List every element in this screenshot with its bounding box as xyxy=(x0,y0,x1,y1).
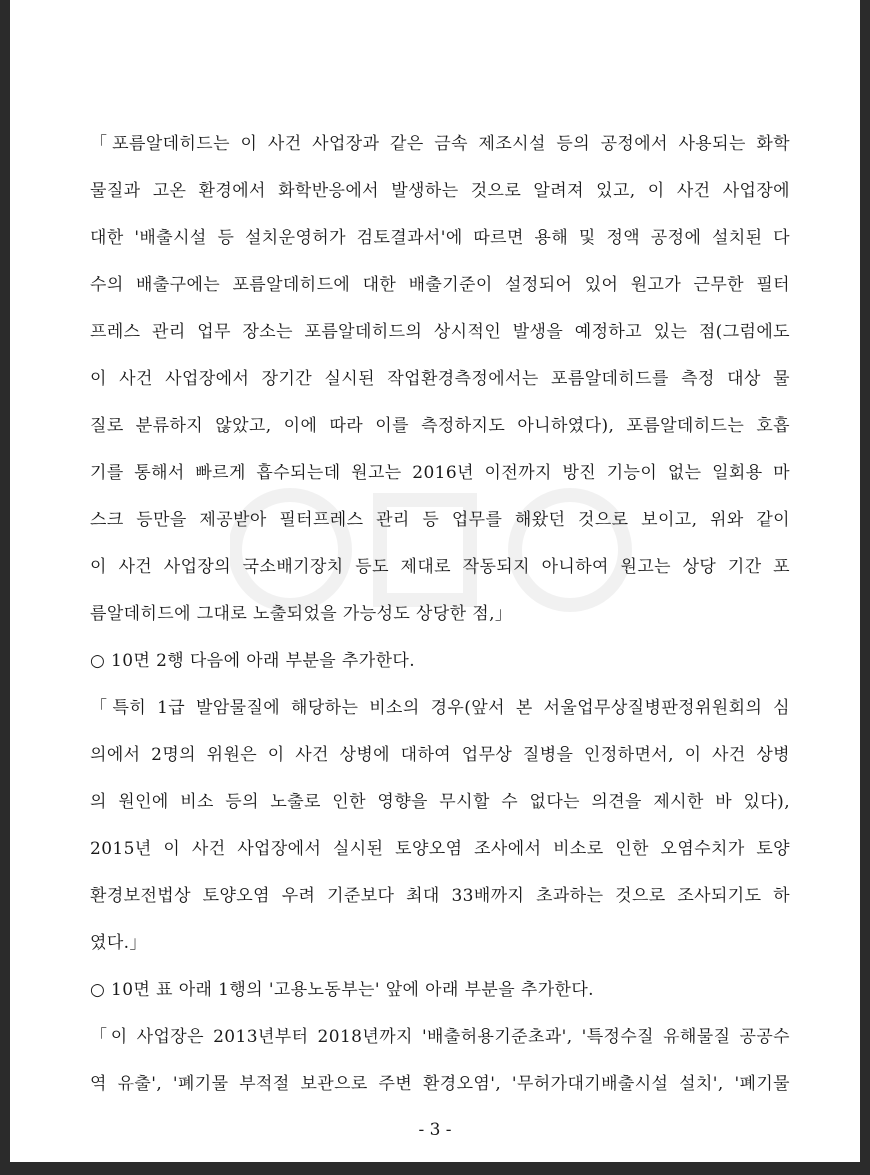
text-line: 「이 사업장은 2013년부터 2018년까지 '배출허용기준초과', '특정수질 유해물질 공공수 xyxy=(90,1027,790,1047)
text-line: 환경보전법상 토양오염 우려 기준보다 최대 33배까지 초과하는 것으로 조사되기도 하 xyxy=(90,886,790,906)
text-line: 2015년 이 사건 사업장에서 실시된 토양오염 조사에서 비소로 인한 오염수치가 토양 xyxy=(90,839,790,859)
instruction-line: ○ 10면 표 아래 1행의 '고용노동부는' 앞에 아래 부분을 추가한다. xyxy=(90,980,594,1000)
text-line: 프레스 관리 업무 장소는 포름알데히드의 상시적인 발생을 예정하고 있는 점(그럼에도 xyxy=(90,322,790,342)
page-number: - 3 - xyxy=(418,1120,452,1140)
text-line: 의에서 2명의 위원은 이 사건 상병에 대하여 업무상 질병을 인정하면서, 이 사건 상병 xyxy=(90,745,790,765)
text-line: 이 사건 사업장의 국소배기장치 등도 제대로 작동되지 아니하여 원고는 상당 기간 포 xyxy=(90,557,790,577)
text-line: 름알데히드에 그대로 노출되었을 가능성도 상당한 점,」 xyxy=(90,604,513,624)
text-line: 의 원인에 비소 등의 노출로 인한 영향을 무시할 수 없다는 의견을 제시한 바 있다), xyxy=(90,792,790,812)
document-page xyxy=(10,0,860,1162)
instruction-line: ○ 10면 2행 다음에 아래 부분을 추가한다. xyxy=(90,651,416,671)
text-line: 역 유출', '폐기물 부적절 보관으로 주변 환경오염', '무허가대기배출시설 설치', '폐기물 xyxy=(90,1074,790,1094)
text-line: 물질과 고온 환경에서 화학반응에서 발생하는 것으로 알려져 있고, 이 사건 사업장에 xyxy=(90,181,790,201)
text-line: 였다.」 xyxy=(90,933,147,953)
text-line: 이 사건 사업장에서 장기간 실시된 작업환경측정에서는 포름알데히드를 측정 대상 물 xyxy=(90,369,790,389)
text-line: 기를 통해서 빠르게 흡수되는데 원고는 2016년 이전까지 방진 기능이 없는 일회용 마 xyxy=(90,463,790,483)
text-line: 질로 분류하지 않았고, 이에 따라 이를 측정하지도 아니하였다), 포름알데히드는 호흡 xyxy=(90,416,790,436)
text-line: 수의 배출구에는 포름알데히드에 대한 배출기준이 설정되어 있어 원고가 근무한 필터 xyxy=(90,275,790,295)
text-line: 대한 '배출시설 등 설치운영허가 검토결과서'에 따르면 용해 및 정액 공정에 설치된 다 xyxy=(90,228,790,248)
text-line: 「포름알데히드는 이 사건 사업장과 같은 금속 제조시설 등의 공정에서 사용되는 화학 xyxy=(90,134,790,154)
text-line: 「특히 1급 발암물질에 해당하는 비소의 경우(앞서 본 서울업무상질병판정위원회의 심 xyxy=(90,698,790,718)
text-line: 스크 등만을 제공받아 필터프레스 관리 등 업무를 해왔던 것으로 보이고, 위와 같이 xyxy=(90,510,790,530)
